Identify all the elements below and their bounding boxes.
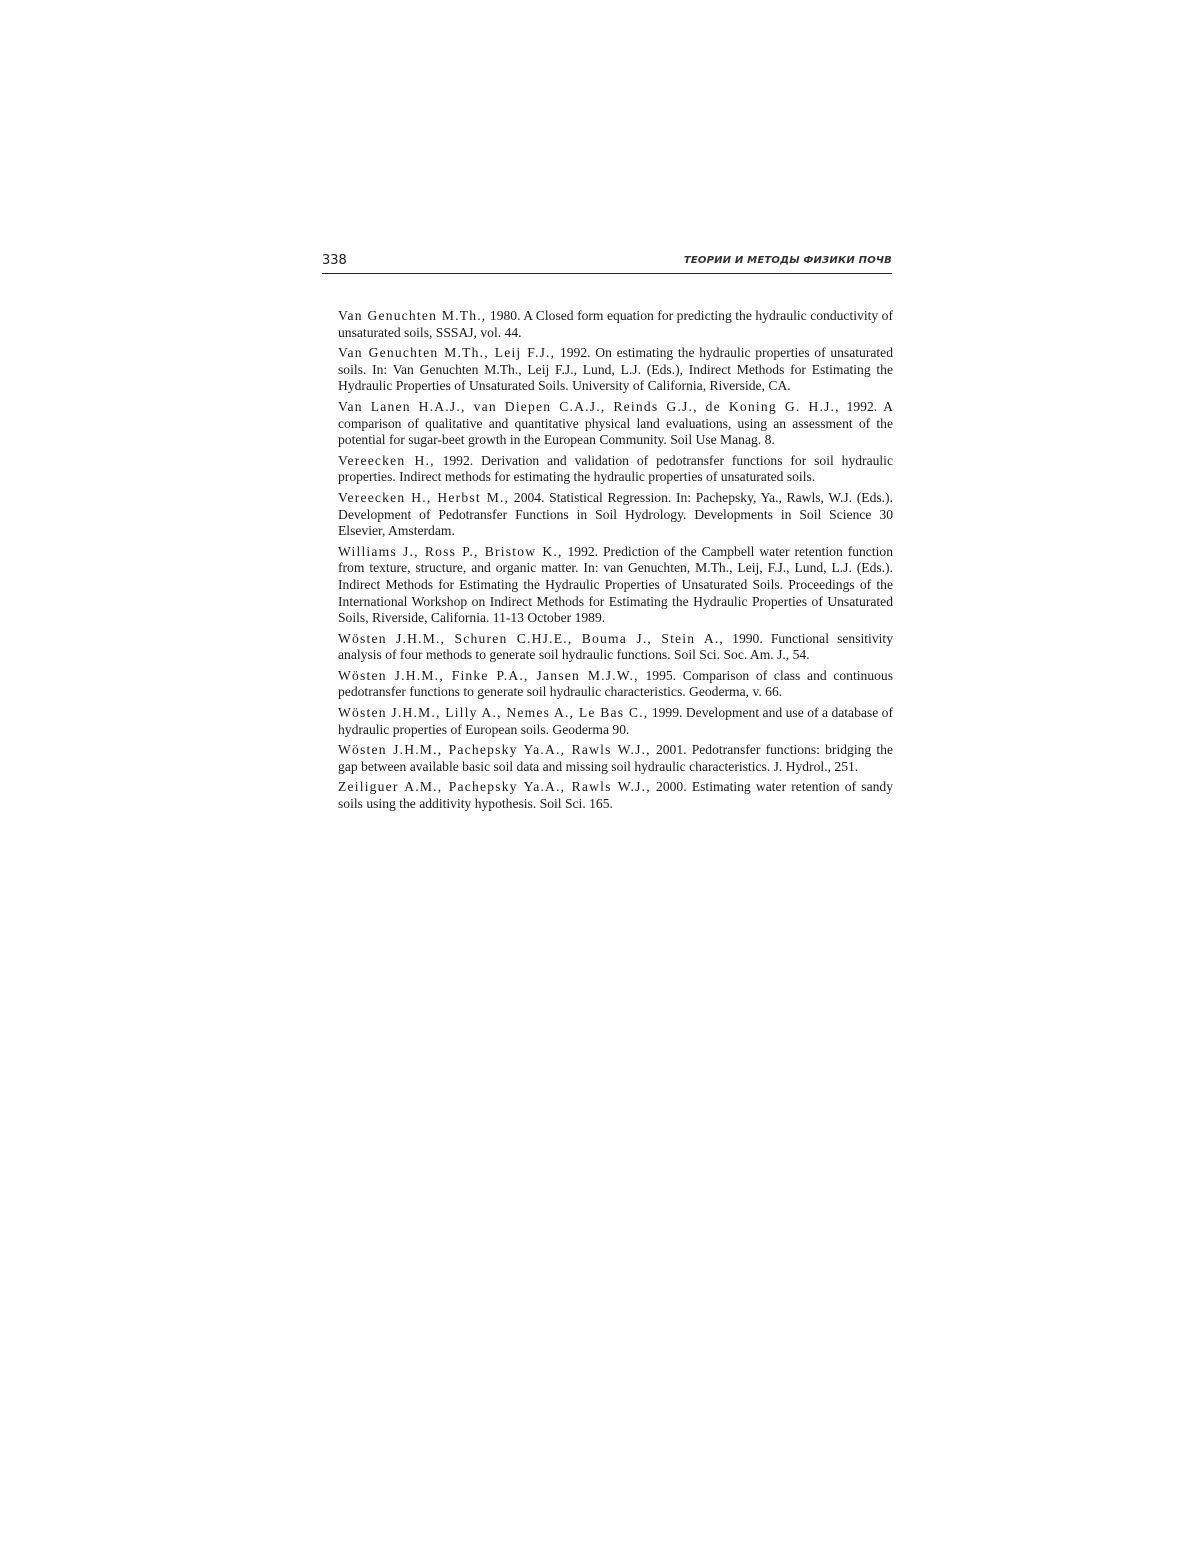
reference-authors: Van Genuchten M.Th., (338, 308, 487, 323)
reference-text: 2001. Pedotransfer functions: bridging the gap between available basic soil data and missing soil hydraulic characteristics. J. Hydrol., 251. (338, 742, 893, 774)
page-number: 338 (322, 253, 347, 268)
reference-text: 1992. Prediction of the Campbell water retention function from texture, structure, and organic matter. In: van Genuchten, M.Th., Leij, F.J., Lund, L.J. (Eds.). Indirect Methods for Estimating the Hydraulic Properties of Unsaturated Soils. Proceedings of the International Workshop on Indirect Methods for Estimating the Hydraulic Properties of Unsaturated Soils, Riverside, California. 11-13 October 1989. (338, 543, 893, 626)
reference-authors: Williams J., Ross P., Bristow K., (338, 543, 563, 559)
reference-text: 1992. On estimating the hydraulic properties of unsaturated soils. In: Van Genuchten M.Th., Leij F.J., Lund, L.J. (Eds.), Indirect Methods for Estimating the Hydraulic Properties of Unsaturated Soils. University of California, Riverside, CA. (338, 345, 893, 394)
reference-item (338, 399, 893, 449)
reference-text: 1999. Development and use of a database of hydraulic properties of European soils. Geoderma 90. (338, 705, 894, 737)
reference-item (338, 742, 893, 775)
reference-authors: Zeiliguer A.M., Pachepsky Ya.A., Rawls W.J., (338, 779, 651, 795)
reference-list (338, 308, 893, 817)
reference-authors: Vereecken H., Herbst M., (338, 489, 510, 505)
reference-item (338, 345, 893, 395)
reference-item (338, 705, 893, 738)
reference-text: 1995. Comparison of class and continuous pedotransfer functions to generate soil hydraulic characteristics. Geoderma, v. 66. (338, 667, 894, 700)
page-header (322, 253, 892, 274)
reference-text: 2000. Estimating water retention of sandy soils using the additivity hypothesis. Soil Sci. 165. (338, 779, 894, 812)
reference-item (338, 308, 893, 341)
reference-authors: Van Genuchten M.Th., Leij F.J., (338, 345, 556, 361)
running-title: ТЕОРИИ И МЕТОДЫ ФИЗИКИ ПОЧВ (683, 255, 892, 266)
reference-item (338, 631, 893, 664)
reference-item (338, 779, 893, 812)
reference-authors: Wösten J.H.M., Pachepsky Ya.A., Rawls W.J., (338, 742, 651, 758)
reference-authors: Wösten J.H.M., Schuren C.HJ.E., Bouma J., Stein A., (338, 630, 725, 646)
reference-text: 1980. A Closed form equation for predicting the hydraulic conductivity of unsaturated soils, SSSAJ, vol. 44. (338, 308, 893, 340)
reference-item (338, 544, 893, 627)
reference-item (338, 490, 893, 540)
reference-authors: Wösten J.H.M., Finke P.A., Jansen M.J.W., (338, 667, 639, 683)
reference-authors: Wösten J.H.M., Lilly A., Nemes A., Le Bas C., (338, 705, 649, 721)
reference-item (338, 668, 893, 701)
reference-authors: Van Lanen H.A.J., van Diepen C.A.J., Reinds G.J., de Koning G. H.J., (338, 398, 840, 414)
reference-item (338, 453, 893, 486)
reference-text: 2004. Statistical Regression. In: Pachepsky, Ya., Rawls, W.J. (Eds.). Development of Pedotransfer Functions in Soil Hydrology. Developments in Soil Science 30 Elsevier, Amsterdam. (338, 489, 893, 539)
reference-text: 1992. A comparison of qualitative and quantitative physical land evaluations, using an assessment of the potential for sugar-beet growth in the European Community. Soil Use Manag. 8. (338, 398, 893, 448)
reference-text: 1992. Derivation and validation of pedotransfer functions for soil hydraulic properties. Indirect methods for estimating the hydraulic properties of unsaturated soils. (338, 452, 893, 485)
reference-text: 1990. Functional sensitivity analysis of four methods to generate soil hydraulic functions. Soil Sci. Soc. Am. J., 54. (338, 630, 893, 663)
reference-authors: Vereecken H., (338, 452, 435, 468)
